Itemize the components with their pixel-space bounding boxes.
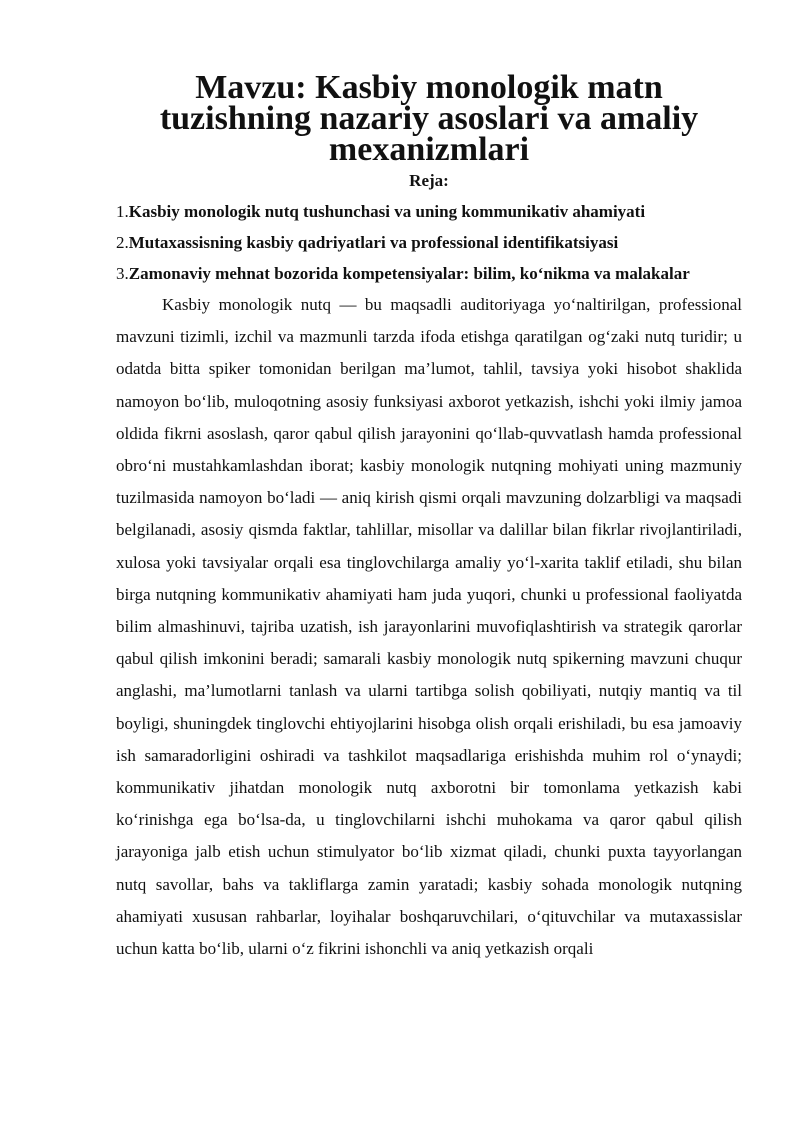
plan-item-text: Kasbiy monologik nutq tushunchasi va uning kommunikativ ahamiyati bbox=[128, 202, 646, 221]
plan-item-text: Mutaxassisning kasbiy qadriyatlari va professional identifikatsiyasi bbox=[128, 233, 619, 252]
plan-item-3 bbox=[116, 258, 742, 289]
plan-item-number: 1. bbox=[116, 202, 129, 221]
plan-item-number: 3. bbox=[116, 264, 129, 283]
plan-list bbox=[116, 196, 742, 289]
document-page bbox=[116, 69, 742, 965]
document-title: Mavzu: Kasbiy monologik matn tuzishning nazariy asoslari va amaliy mexanizmlari bbox=[159, 69, 699, 168]
plan-heading: Reja: bbox=[409, 171, 449, 190]
body-paragraph: Kasbiy monologik nutq — bu maqsadli auditoriyaga yo‘naltirilgan, professional mavzuni tizimli, izchil va mazmunli tarzda ifoda etishga qaratilgan og‘zaki nutq turidir; u odatda bitta spiker tomonidan berilgan ma’lumot, tahlil, tavsiya yoki hisobot shaklida namoyon bo‘lib, muloqotning asosiy funksiyasi axborot yetkazish, ishchi yoki ilmiy jamoa oldida fikrni asoslash, qaror qabul qilish jarayonini qo‘llab-quvvatlash hamda professional obro‘ni mustahkamlashdan iborat; kasbiy monologik nutqning mohiyati uning mazmuniy tuzilmasida namoyon bo‘ladi — aniq kirish qismi orqali mavzuning dolzarbligi va maqsadi belgilanadi, asosiy qismda faktlar, tahlillar, misollar va dalillar bilan fikrlar rivojlantiriladi, xulosa yoki tavsiyalar orqali esa tinglovchilarga amaliy yo‘l-xarita taklif etiladi, shu bilan birga nutqning kommunikativ ahamiyati ham juda yuqori, chunki u professional faoliyatda bilim almashinuvi, tajriba uzatish, ish jarayonlarini muvofiqlashtirish va strategik qarorlar qabul qilish imkonini beradi; samarali kasbiy monologik nutq spikerning mavzuni chuqur anglashi, ma’lumotlarni tanlash va ularni tartibga solish qobiliyati, nutqiy mantiq va til boyligi, shuningdek tinglovchi ehtiyojlarini hisobga olish orqali erishiladi, bu esa jamoaviy ish samaradorligini oshiradi va tashkilot maqsadlariga erishishda muhim rol o‘ynaydi; kommunikativ jihatdan monologik nutq axborotni bir tomonlama yetkazish kabi ko‘rinishga ega bo‘lsa-da, u tinglovchilarni ishchi muhokama va qaror qabul qilish jarayoniga jalb etish uchun stimulyator bo‘lib xizmat qiladi, chunki puxta tayyorlangan nutq savollar, bahs va takliflarga zamin yaratadi; kasbiy sohada monologik nutqning ahamiyati xususan rahbarlar, loyihalar boshqaruvchilari, o‘qituvchilar va mutaxassislar uchun katta bo‘lib, ularni o‘z fikrini ishonchli va aniq yetkazish orqali bbox=[116, 295, 742, 959]
plan-item-2 bbox=[116, 227, 742, 258]
plan-item-text: Zamonaviy mehnat bozorida kompetensiyalar: bilim, ko‘nikma va malakalar bbox=[128, 264, 690, 283]
plan-item-number: 2. bbox=[116, 233, 129, 252]
plan-item-1 bbox=[116, 196, 742, 227]
